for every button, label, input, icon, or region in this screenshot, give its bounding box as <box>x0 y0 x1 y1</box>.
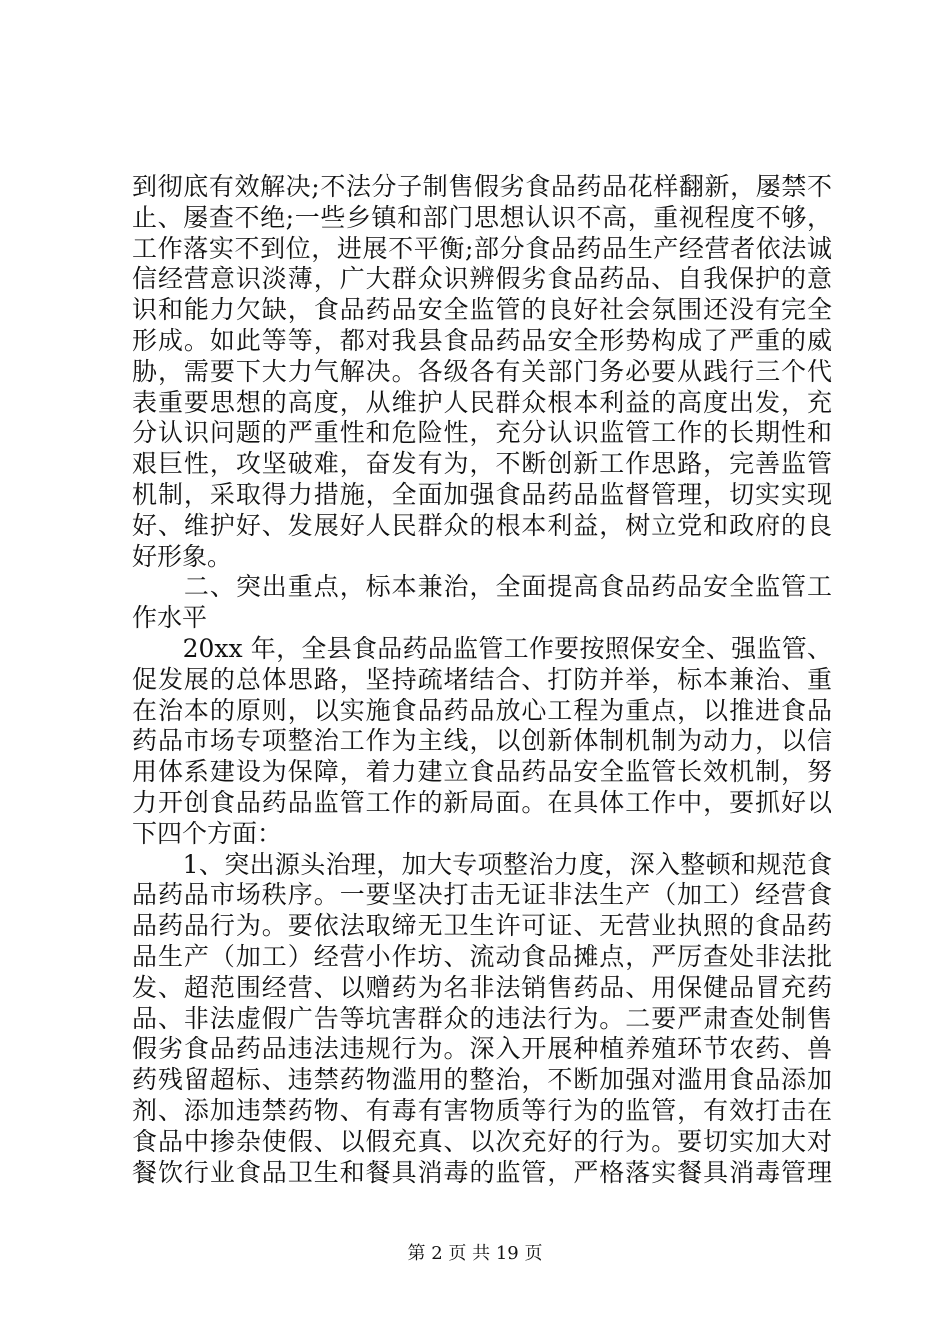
text-line: 药品市场专项整治工作为主线，以创新体制机制为动力，以信 <box>132 726 832 756</box>
body-text <box>132 172 832 1188</box>
text-line: 品、非法虚假广告等坑害群众的违法行为。二要严肃查处制售 <box>132 1003 832 1033</box>
text-line: 力开创食品药品监管工作的新局面。在具体工作中，要抓好以 <box>132 787 832 817</box>
text-line: 形成。如此等等，都对我县食品药品安全形势构成了严重的威 <box>132 325 832 355</box>
text-line: 艰巨性，攻坚破难，奋发有为，不断创新工作思路，完善监管 <box>132 449 832 479</box>
text-line: 20xx 年，全县食品药品监管工作要按照保安全、强监管、 <box>132 633 832 663</box>
text-line: 表重要思想的高度，从维护人民群众根本利益的高度出发，充 <box>132 387 832 417</box>
text-line: 分认识问题的严重性和危险性，充分认识监管工作的长期性和 <box>132 418 832 448</box>
text-line: 剂、添加违禁药物、有毒有害物质等行为的监管，有效打击在 <box>132 1095 832 1125</box>
text-line: 胁，需要下大力气解决。各级各有关部门务必要从践行三个代 <box>132 356 832 386</box>
text-line: 品药品行为。要依法取缔无卫生许可证、无营业执照的食品药 <box>132 911 832 941</box>
text-line: 假劣食品药品违法违规行为。深入开展种植养殖环节农药、兽 <box>132 1034 832 1064</box>
text-line: 好、维护好、发展好人民群众的根本利益，树立党和政府的良 <box>132 510 832 540</box>
text-line: 食品中掺杂使假、以假充真、以次充好的行为。要切实加大对 <box>132 1126 832 1156</box>
text-line: 餐饮行业食品卫生和餐具消毒的监管，严格落实餐具消毒管理 <box>132 1157 832 1187</box>
text-line: 1、突出源头治理，加大专项整治力度，深入整顿和规范食 <box>132 849 832 879</box>
text-line: 止、屡查不绝;一些乡镇和部门思想认识不高，重视程度不够， <box>132 202 832 232</box>
text-line: 到彻底有效解决;不法分子制售假劣食品药品花样翻新，屡禁不 <box>132 172 832 201</box>
text-line: 二、突出重点，标本兼治，全面提高食品药品安全监管工 <box>132 572 832 602</box>
text-line: 信经营意识淡薄，广大群众识辨假劣食品药品、自我保护的意 <box>132 264 832 294</box>
text-line: 品药品市场秩序。一要坚决打击无证非法生产（加工）经营食 <box>132 880 832 910</box>
text-line: 作水平 <box>132 603 208 633</box>
text-line: 机制，采取得力措施，全面加强食品药品监督管理，切实实现 <box>132 479 832 509</box>
text-line: 品生产（加工）经营小作坊、流动食品摊点，严厉查处非法批 <box>132 941 832 971</box>
page-footer: 第 2 页 共 19 页 <box>407 1243 543 1264</box>
text-line: 药残留超标、违禁药物滥用的整治，不断加强对滥用食品添加 <box>132 1065 832 1095</box>
text-line: 发、超范围经营、以赠药为名非法销售药品、用保健品冒充药 <box>132 972 832 1002</box>
text-line: 用体系建设为保障，着力建立食品药品安全监管长效机制，努 <box>132 757 832 787</box>
text-line: 下四个方面： <box>132 818 283 848</box>
text-line: 识和能力欠缺，食品药品安全监管的良好社会氛围还没有完全 <box>132 295 832 325</box>
text-line: 促发展的总体思路，坚持疏堵结合、打防并举，标本兼治、重 <box>132 664 832 694</box>
text-line: 工作落实不到位，进展不平衡;部分食品药品生产经营者依法诚 <box>132 233 832 263</box>
text-line: 在治本的原则，以实施食品药品放心工程为重点，以推进食品 <box>132 695 832 725</box>
text-line: 好形象。 <box>132 541 233 571</box>
